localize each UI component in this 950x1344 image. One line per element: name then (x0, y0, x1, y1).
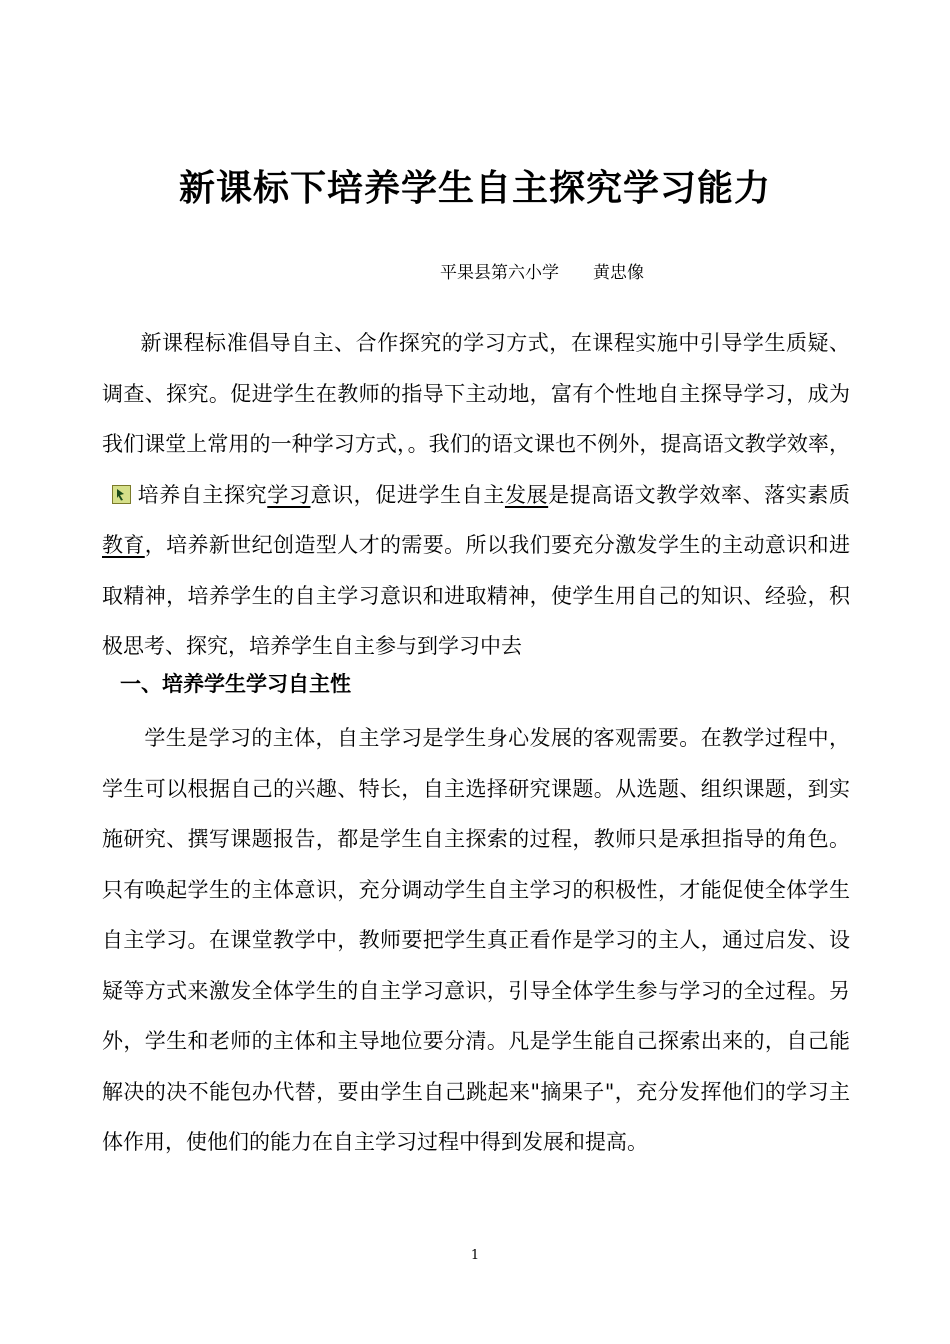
intro-text-1: 新课程标准倡导自主、合作探究的学习方式，在课程实施中引导学生质疑、调查、探究。促进学生在教师的指导下主动地，富有个性地自主探导学习，成为我们课堂上常用的一种学习方式，。我们的语文课也不例外，提高语文教学效率， (102, 331, 850, 456)
author-school: 平果县第六小学 (440, 263, 559, 283)
arrow-icon[interactable] (112, 485, 131, 504)
intro-text-5: ，培养新世纪创造型人才的需要。所以我们要充分激发学生的主动意识和进取精神，培养学生的自主学习意识和进取精神，使学生用自己的知识、经验，积极思考、探究，培养学生自主参与到学习中去 (102, 533, 850, 658)
section-text: 学生是学习的主体，自主学习是学生身心发展的客观需要。在教学过程中，学生可以根据自己的兴趣、特长，自主选择研究课题。从选题、组织课题，到实施研究、撰写课题报告，都是学生自主探索的过程，教师只是承担指导的角色。只有唤起学生的主体意识，充分调动学生自主学习的积极性，才能促使全体学生自主学习。在课堂教学中，教师要把学生真正看作是学习的主人，通过启发、设疑等方式来激发全体学生的自主学习意识，引导全体学生参与学习的全过程。另外，学生和老师的主体和主导地位要分清。凡是学生能自己探索出来的，自己能解决的决不能包办代替，要由学生自己跳起来"摘果子"，充分发挥他们的学习主体作用，使他们的能力在自主学习过程中得到发展和提高。 (102, 726, 850, 1154)
intro-text-3: 意识，促进学生自主 (310, 482, 505, 507)
link-fazhan[interactable]: 发展 (504, 482, 549, 507)
section-heading: 一、培养学生学习自主性 (120, 672, 351, 696)
author-name: 黄忠像 (593, 263, 644, 283)
intro-text-4: 是提高语文教学效率、落实素质 (548, 482, 851, 507)
link-jiaoyu[interactable]: 教育 (102, 533, 145, 557)
author-line (440, 258, 644, 283)
intro-text-2: 培养自主探究 (137, 482, 268, 507)
link-xuexi[interactable]: 学习 (267, 482, 311, 507)
document-title: 新课标下培养学生自主探究学习能力 (178, 168, 771, 209)
intro-paragraph (102, 318, 850, 672)
section-paragraph (102, 713, 850, 1168)
page-number: 1 (470, 1248, 480, 1263)
